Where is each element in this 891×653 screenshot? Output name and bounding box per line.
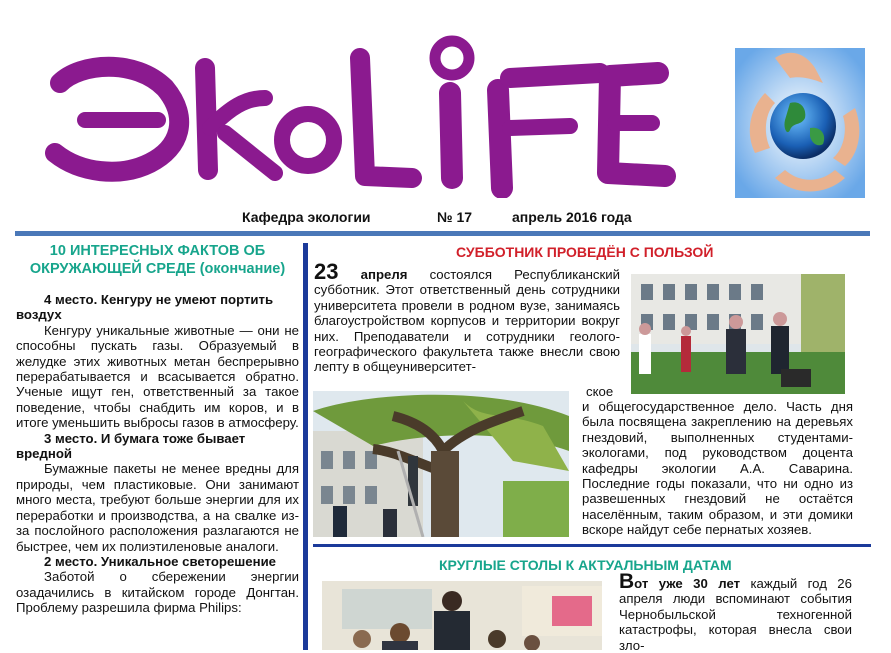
lead-date-number: 23	[314, 259, 339, 284]
round-tables-body: каждый год 26 апреля люди вспоминают события Чернобыльской техногенной катастрофы, которая внесла свои зло-	[619, 576, 852, 653]
fact-title-3: 3 место. И бумага тоже бывает вредной	[16, 430, 246, 462]
fact-title-2: 2 место. Уникальное светорешение	[44, 553, 277, 569]
fact-body-2: Заботой о сбережении энергии озадачились в китайском городе Донгтан. Проблему разрешила фирма Philips:	[16, 569, 299, 616]
logo	[40, 28, 700, 198]
top-divider	[15, 231, 870, 236]
lead-bold: от уже 30 лет	[634, 576, 741, 591]
round-tables-heading: КРУГЛЫЕ СТОЛЫ К АКТУАЛЬНЫМ ДАТАМ	[439, 557, 732, 573]
subbotnik-heading: СУББОТНИК ПРОВЕДЁН С ПОЛЬЗОЙ	[456, 244, 714, 260]
issue-number: № 17	[437, 209, 473, 225]
issue-date: апрель 2016 года	[512, 209, 632, 225]
subbotnik-text-bottom: и общегосударственное дело. Часть дня была посвящена закреплению на деревьях гнездовий, выполненных студентами-экологами, под руководством доцента кафедры экологии А.А. Саварина. Последние годы показали, что ни одно из развешенных гнездовий не остаётся населённым, таким образом, и эти домики вскоре найдут себе пернатых хозяев.	[582, 399, 853, 538]
photo-staff-outdoors	[631, 274, 845, 394]
photo-tree-birdhouses	[313, 391, 569, 537]
subbotnik-text-top	[314, 259, 620, 375]
masthead	[0, 0, 891, 210]
fact-body-4: Кенгуру уникальные животные — они не способны пускать газы. Образуемый в желудке этих животных метан беспрерывно перерабатывается и всасывается обратно. Ученые ищут ген, ответственный за такое поведение, чтобы снабдить им коров, и в итоге уменьшить выбросы газов в атмосферу.	[16, 322, 299, 431]
column-divider	[303, 243, 308, 650]
fact-title-4: 4 место. Кенгуру не умеют портить воздух	[16, 292, 274, 323]
facts-heading: 10 ИНТЕРЕСНЫХ ФАКТОВ ОБ ОКРУЖАЮЩЕЙ СРЕДЕ (окончание)	[29, 243, 286, 277]
fact-body-3: Бумажные пакеты не менее вредны для природы, чем пластиковые. Они занимают много места, требуют больше энергии для их переработки и производства, а на свалке из-за послойного расположения разлагаются не быстрее, чем их полиэтиленовые аналоги.	[16, 461, 299, 554]
photo-round-table	[322, 581, 602, 650]
left-column	[16, 242, 299, 616]
drop-cap: В	[619, 570, 635, 593]
globe-hands-image	[735, 48, 865, 198]
article-divider	[313, 544, 871, 547]
issue-info	[0, 209, 891, 227]
round-tables-text	[619, 570, 852, 653]
department-label: Кафедра экологии	[242, 209, 371, 225]
subbotnik-intro: состоялся Республиканский субботник. Этот ответственный день сотрудники университета провели в родном вузе, занимаясь благоустройством корпусов и территории вокруг них. Преподаватели и сотрудники геолого-географического факультета также внесли свою лепту в общеуниверситет-	[314, 267, 620, 375]
subbotnik-text-mid: ское	[586, 384, 614, 399]
lead-date-word: апреля	[360, 267, 408, 282]
